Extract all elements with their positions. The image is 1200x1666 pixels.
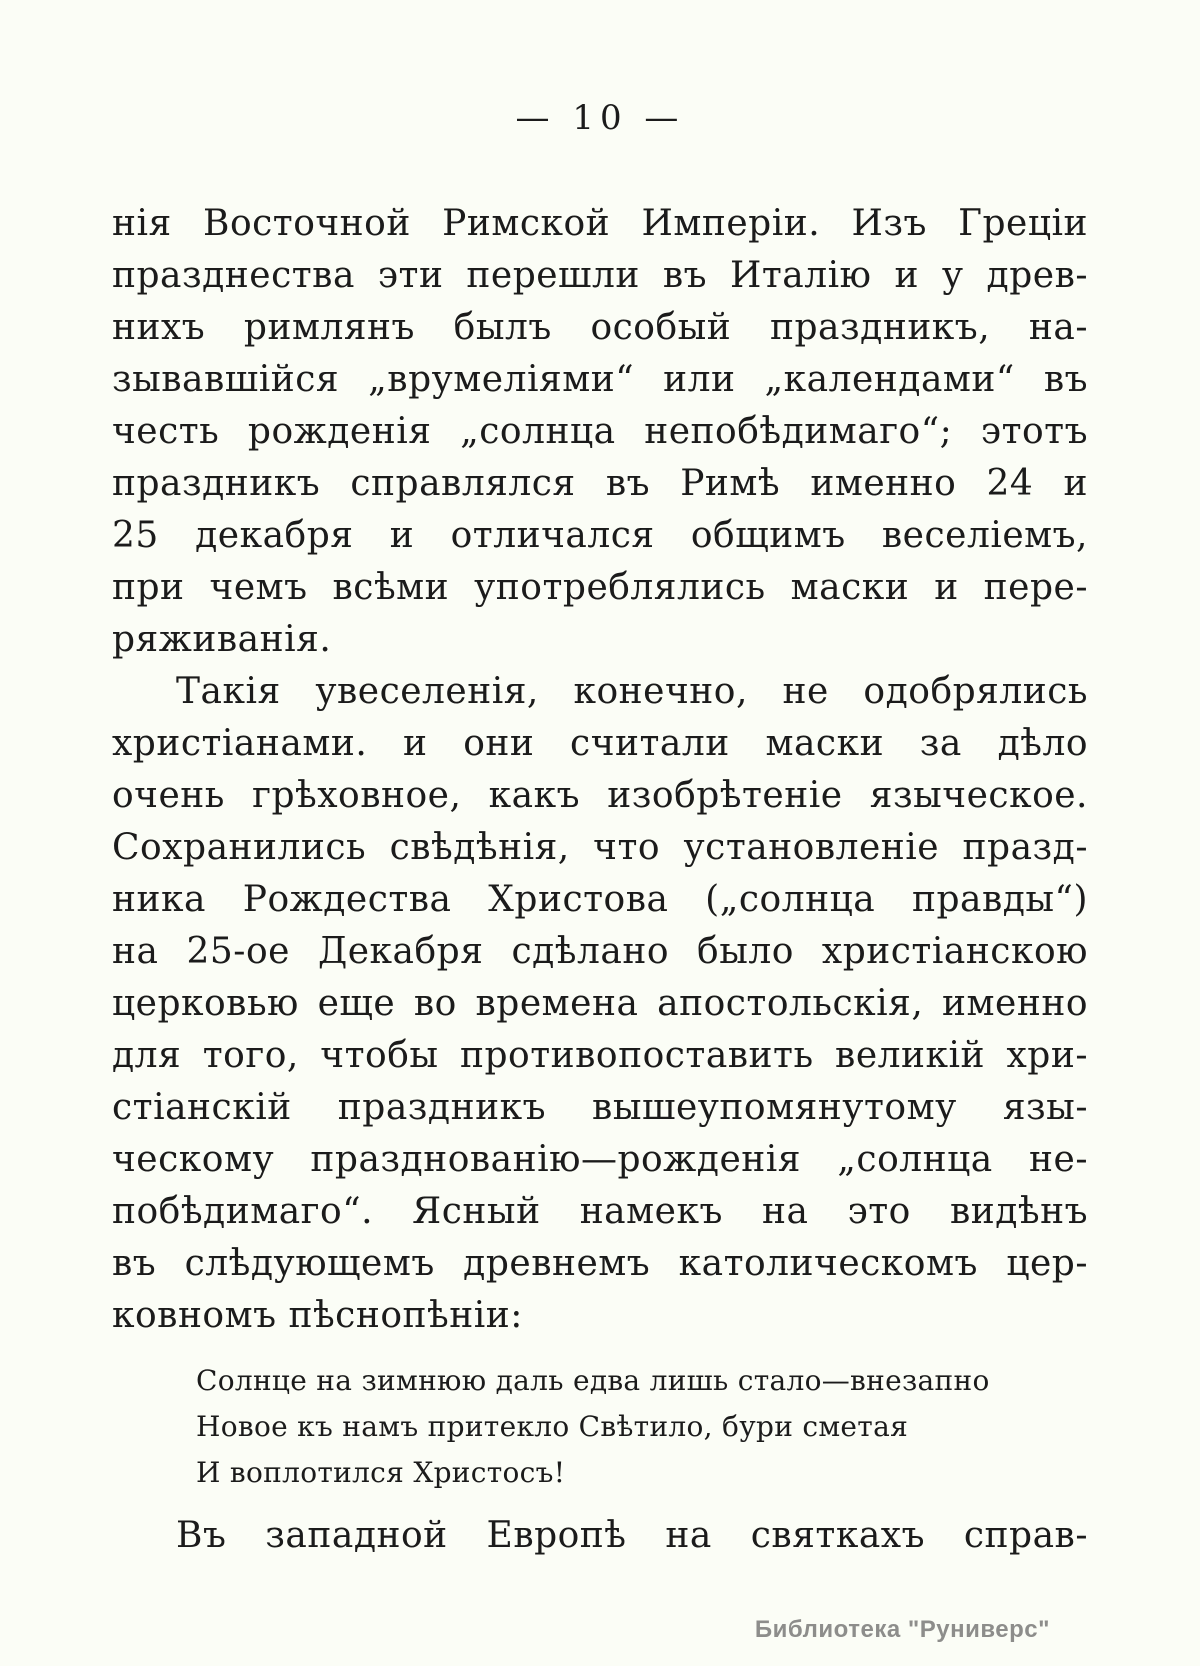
text-line: празднества эти перешли въ Италію и у древ-	[112, 255, 1088, 296]
paragraph	[112, 198, 1088, 666]
verse-line: И воплотился Христосъ!	[196, 1456, 566, 1489]
text-line: нія Восточной Римской Имперіи. Изъ Греціи	[112, 203, 1088, 244]
text-line: на 25-ое Декабря сдѣлано было христіанскою	[112, 931, 1088, 972]
text-line: ника Рождества Христова („солнца правды“)	[112, 879, 1088, 920]
text-line: 25 декабря и отличался общимъ веселіемъ,	[112, 515, 1088, 556]
text-line: стіанскій праздникъ вышеупомянутому язы-	[112, 1087, 1088, 1128]
text-line: честь рожденія „солнца непобѣдимаго“; этотъ	[112, 411, 1088, 452]
text-line: ковномъ пѣснопѣніи:	[112, 1295, 523, 1336]
text-line: въ слѣдующемъ древнемъ католическомъ цер-	[112, 1243, 1088, 1284]
text-line: для того, чтобы противопоставить великій хри-	[112, 1035, 1088, 1076]
text-line: очень грѣховное, какъ изобрѣтеніе языческое.	[112, 775, 1088, 816]
paragraph	[112, 1510, 1088, 1562]
page-number: — 10 —	[515, 98, 685, 138]
text-line: нихъ римлянъ былъ особый праздникъ, на-	[112, 307, 1088, 348]
text-line: Сохранились свѣдѣнія, что установленіе празд-	[112, 827, 1088, 868]
paragraph	[112, 666, 1088, 1342]
text-line: зывавшійся „врумеліями“ или „календами“ въ	[112, 359, 1088, 400]
text-line: ческому празднованію—рожденія „солнца не-	[112, 1139, 1088, 1180]
verse-line: Солнце на зимнюю даль едва лишь стало—внезапно	[196, 1364, 990, 1397]
text-line: Въ западной Европѣ на святкахъ справ-	[176, 1515, 1088, 1556]
verse-block	[196, 1358, 1088, 1496]
verse-line: Новое къ намъ притекло Свѣтило, бури сметая	[196, 1410, 909, 1443]
text-line: побѣдимаго“. Ясный намекъ на это видѣнъ	[112, 1191, 1088, 1232]
text-line: церковью еще во времена апостольскія, именно	[112, 983, 1088, 1024]
text-line: праздникъ справлялся въ Римѣ именно 24 и	[112, 463, 1088, 504]
page-body	[112, 198, 1088, 1562]
text-line: ряживанія.	[112, 619, 332, 660]
text-line: при чемъ всѣми употреблялись маски и пере-	[112, 567, 1088, 608]
text-line: христіанами. и они считали маски за дѣло	[112, 723, 1088, 764]
library-watermark: Библиотека "Руниверс"	[754, 1616, 1050, 1643]
text-line: Такія увеселенія, конечно, не одобрялись	[176, 671, 1088, 712]
